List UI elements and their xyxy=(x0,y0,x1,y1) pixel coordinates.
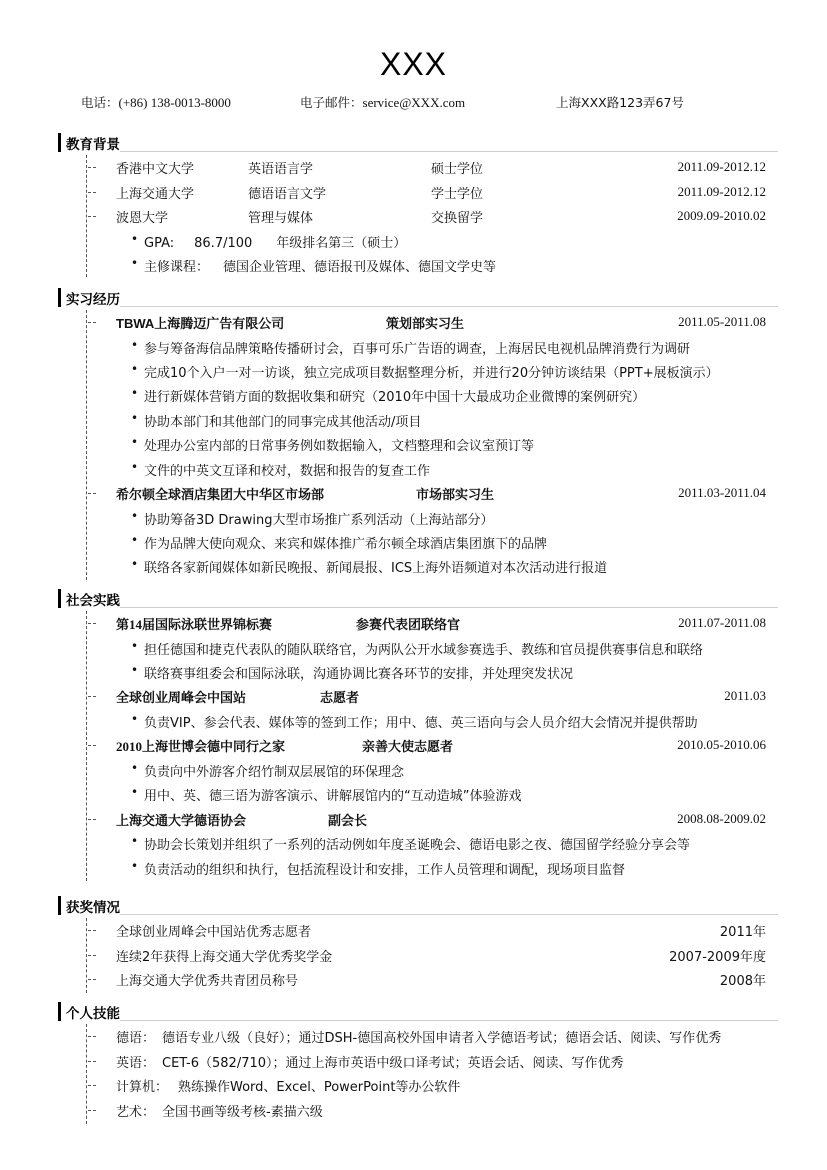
section-divider xyxy=(120,914,778,915)
list-item xyxy=(58,229,778,253)
section-title-practice: 社会实践 xyxy=(66,593,120,609)
skill-row xyxy=(58,1073,778,1098)
skill-row xyxy=(58,1098,778,1123)
tree-tick xyxy=(88,216,96,217)
section-header xyxy=(58,1001,778,1024)
list-item-text: 协助会长策划并组织了一系列的活动例如年度圣诞晚会、德语电影之夜、德国留学经验分享会等 xyxy=(144,838,691,854)
date-range: 2010.05-2010.06 xyxy=(677,737,766,753)
tree-tick xyxy=(88,955,96,956)
tree-tick xyxy=(88,1085,96,1086)
list-item xyxy=(58,782,778,806)
list-item-text: 文件的中英文互译和校对，数据和报告的复查工作 xyxy=(144,463,431,479)
section-title-internship: 实习经历 xyxy=(66,292,120,308)
company-name: TBWA上海腾迈广告有限公司 xyxy=(116,316,285,331)
bullet-icon: • xyxy=(131,337,139,352)
date-range: 2011.03-2011.04 xyxy=(678,484,766,500)
degree: 交换留学 xyxy=(431,211,484,227)
section-title-education: 教育背景 xyxy=(66,137,120,153)
activity-role: 亲善大使志愿者 xyxy=(362,740,454,756)
organization-name: 上海交通大学德语协会 xyxy=(116,813,247,829)
list-item xyxy=(58,554,778,578)
list-item-text: 担任德国和捷克代表队的随队联络官，为两队公开水域参赛选手、教练和官员提供赛事信息和联络 xyxy=(144,642,704,658)
award-name: 上海交通大学优秀共青团员称号 xyxy=(116,974,299,990)
bullet-icon: • xyxy=(131,459,139,474)
section-title-awards: 获奖情况 xyxy=(66,900,120,916)
award-row xyxy=(58,943,778,968)
education-row xyxy=(58,155,778,180)
list-item xyxy=(58,709,778,733)
courses-line xyxy=(144,256,496,275)
contact-address: 上海XXX路123弄67号 xyxy=(556,95,684,110)
tree-tick xyxy=(88,930,96,931)
phone-label: 电话： xyxy=(81,95,119,110)
list-item xyxy=(58,758,778,782)
tree-tick xyxy=(88,1110,96,1111)
list-item-text: 用中、英、德三语为游客演示、讲解展馆内的“互动造城”体验游戏 xyxy=(144,789,522,805)
contact-email xyxy=(300,93,465,111)
major: 德语语言文学 xyxy=(248,186,327,202)
contact-phone xyxy=(81,93,231,111)
skill-text: 全国书画等级考核-素描六级 xyxy=(162,1104,323,1120)
company-name: 希尔顿全球酒店集团大中华区市场部 xyxy=(116,487,325,503)
section-title-skills: 个人技能 xyxy=(66,1006,120,1022)
list-item-text: 进行新媒体营销方面的数据收集和研究（2010年中国十大最成功企业微博的案例研究） xyxy=(144,390,646,406)
list-item-text: 负责VIP、参会代表、媒体等的签到工作；用中、德、英三语向与会人员介绍大会情况并提供帮助 xyxy=(144,715,698,731)
school-name: 上海交通大学 xyxy=(116,186,195,202)
award-date: 2007-2009年度 xyxy=(669,949,766,965)
bullet-icon: • xyxy=(131,508,139,523)
bullet-icon: • xyxy=(131,361,139,376)
bullet-icon: • xyxy=(131,638,139,653)
award-date: 2008年 xyxy=(719,974,766,990)
courses-label: 主修课程： xyxy=(144,260,210,276)
list-item-text: 协助本部门和其他部门的同事完成其他活动/项目 xyxy=(144,414,422,430)
bullet-icon: • xyxy=(131,711,139,726)
award-row xyxy=(58,967,778,992)
list-item xyxy=(58,432,778,456)
candidate-name: XXX xyxy=(379,46,448,82)
date-range: 2008.08-2009.02 xyxy=(677,810,766,826)
gpa-value: 86.7/100 xyxy=(194,235,253,251)
list-item-text: 负责向中外游客介绍竹制双层展馆的环保理念 xyxy=(144,764,405,780)
bullet-icon: • xyxy=(131,760,139,775)
major: 英语语言学 xyxy=(248,162,314,177)
tree-tick xyxy=(88,696,96,697)
skill-text: 德语专业八级（良好）；通过DSH-德国高校外国申请者入学德语考试；德语会话、阅读、写作优秀 xyxy=(162,1031,722,1046)
list-item xyxy=(58,530,778,554)
activity-role: 志愿者 xyxy=(320,691,360,707)
bullet-icon: • xyxy=(131,410,139,425)
date-range: 2011.09-2012.12 xyxy=(677,183,766,199)
organization-name: 2010上海世博会德中同行之家 xyxy=(116,739,286,755)
list-item xyxy=(58,383,778,407)
section-header xyxy=(58,287,778,310)
list-item xyxy=(58,359,778,383)
degree: 学士学位 xyxy=(431,186,484,202)
section-marker xyxy=(58,896,61,915)
tree-tick xyxy=(88,493,96,494)
skill-row xyxy=(58,1049,778,1074)
section-marker xyxy=(58,288,61,307)
job-header xyxy=(58,481,778,506)
section-awards xyxy=(58,895,778,992)
skill-text: CET-6（582/710）；通过上海市英语中级口译考试；英语会话、阅读、写作优秀 xyxy=(162,1055,624,1071)
school-name: 波恩大学 xyxy=(116,211,169,227)
job-role: 市场部实习生 xyxy=(416,487,495,503)
activity-header xyxy=(58,807,778,832)
activity-role: 副会长 xyxy=(328,813,368,829)
skill-label: 德语： xyxy=(116,1031,156,1046)
list-item xyxy=(58,660,778,684)
degree: 硕士学位 xyxy=(431,162,484,177)
tree-tick xyxy=(88,192,96,193)
award-date: 2011年 xyxy=(719,925,766,940)
activity-header xyxy=(58,611,778,636)
skill-label: 计算机： xyxy=(116,1080,169,1096)
school-name: 香港中文大学 xyxy=(116,162,195,177)
award-name: 全球创业周峰会中国站优秀志愿者 xyxy=(116,925,312,940)
section-internship xyxy=(58,287,778,579)
section-practice xyxy=(58,588,778,880)
list-item xyxy=(58,506,778,530)
award-name: 连续2年获得上海交通大学优秀奖学金 xyxy=(116,949,333,965)
job-header xyxy=(58,310,778,335)
date-range: 2011.03 xyxy=(724,688,766,704)
gpa-label: GPA: xyxy=(144,235,175,251)
gpa-line xyxy=(144,232,406,251)
class-rank: 年级排名第三（硕士） xyxy=(276,235,407,251)
date-range: 2011.09-2012.12 xyxy=(677,159,766,174)
list-item-text: 负责活动的组织和执行，包括流程设计和安排，工作人员管理和调配，现场项目监督 xyxy=(144,862,626,878)
list-item xyxy=(58,457,778,481)
email-value: service@XXX.com xyxy=(362,95,466,110)
bullet-icon: • xyxy=(131,231,139,246)
list-item-text: 联络各家新闻媒体如新民晚报、新闻晨报、ICS上海外语频道对本次活动进行报道 xyxy=(144,561,608,577)
courses-value: 德国企业管理、德语报刊及媒体、德国文学史等 xyxy=(223,260,497,276)
section-divider xyxy=(120,306,778,307)
bullet-icon: • xyxy=(131,557,139,572)
activity-header xyxy=(58,733,778,758)
bullet-icon: • xyxy=(131,662,139,677)
list-item xyxy=(58,408,778,432)
date-range: 2009.09-2010.02 xyxy=(677,208,766,224)
list-item-text: 作为品牌大使向观众、来宾和媒体推广希尔顿全球酒店集团旗下的品牌 xyxy=(144,536,548,552)
list-item-text: 完成10个入户一对一访谈，独立完成项目数据整理分析，并进行20分钟访谈结果（PPT+展板演示） xyxy=(144,365,719,381)
list-item-text: 参与筹备海信品牌策略传播研讨会，百事可乐广告语的调查，上海居民电视机品牌消费行为调研 xyxy=(144,341,691,357)
bullet-icon: • xyxy=(131,435,139,450)
section-header xyxy=(58,895,778,918)
list-item xyxy=(58,253,778,277)
award-row xyxy=(58,918,778,943)
bullet-icon: • xyxy=(131,532,139,547)
email-label: 电子邮件： xyxy=(300,95,363,110)
section-header xyxy=(58,132,778,155)
section-skills xyxy=(58,1001,778,1122)
section-marker xyxy=(58,589,61,608)
section-divider xyxy=(120,1020,778,1021)
section-divider xyxy=(120,607,778,608)
tree-tick xyxy=(88,322,96,323)
bullet-icon: • xyxy=(131,386,139,401)
list-item xyxy=(58,856,778,880)
date-range: 2011.05-2011.08 xyxy=(678,314,766,329)
tree-tick xyxy=(88,745,96,746)
list-item xyxy=(58,636,778,660)
skill-row xyxy=(58,1024,778,1049)
phone-value: (+86) 138-0013-8000 xyxy=(118,95,231,110)
activity-role: 参赛代表团联络官 xyxy=(356,618,461,633)
skill-text: 熟练操作Word、Excel、PowerPoint等办公软件 xyxy=(178,1080,461,1096)
list-item xyxy=(58,831,778,855)
bullet-icon: • xyxy=(131,834,139,849)
bullet-icon: • xyxy=(131,256,139,271)
organization-name: 第14届国际泳联世界锦标赛 xyxy=(116,617,273,632)
organization-name: 全球创业周峰会中国站 xyxy=(116,691,247,707)
list-item-text: 联络赛事组委会和国际泳联，沟通协调比赛各环节的安排，并处理突发状况 xyxy=(144,666,574,682)
tree-tick xyxy=(88,1036,96,1037)
list-item xyxy=(58,335,778,359)
list-item-text: 处理办公室内部的日常事务例如数据输入，文档整理和会议室预订等 xyxy=(144,439,535,455)
section-education xyxy=(58,132,778,278)
tree-tick xyxy=(88,979,96,980)
skill-label: 艺术： xyxy=(116,1104,156,1120)
tree-tick xyxy=(88,819,96,820)
list-item-text: 协助筹备3D Drawing大型市场推广系列活动（上海站部分） xyxy=(144,512,494,528)
tree-tick xyxy=(88,1061,96,1062)
bullet-icon: • xyxy=(131,785,139,800)
bullet-icon: • xyxy=(131,858,139,873)
tree-tick xyxy=(88,623,96,624)
tree-tick xyxy=(88,167,96,168)
section-marker xyxy=(58,133,61,152)
section-divider xyxy=(120,151,778,152)
major: 管理与媒体 xyxy=(248,211,314,227)
activity-header xyxy=(58,684,778,709)
job-role: 策划部实习生 xyxy=(386,317,465,332)
section-header xyxy=(58,588,778,611)
education-row xyxy=(58,204,778,229)
education-row xyxy=(58,180,778,205)
date-range: 2011.07-2011.08 xyxy=(678,615,766,630)
section-marker xyxy=(58,1002,61,1021)
skill-label: 英语： xyxy=(116,1055,156,1071)
